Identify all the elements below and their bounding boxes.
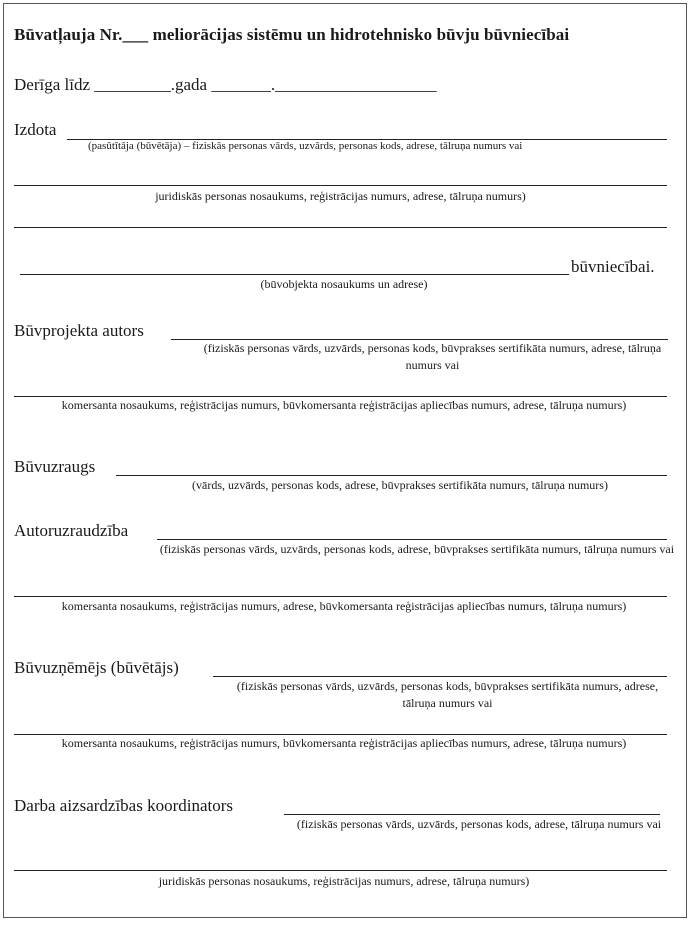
issued-caption-2: juridiskās personas nosaukums, reģistrācijas numurs, adrese, tālruņa numurs): [155, 189, 526, 203]
safety-label: Darba aizsardzības koordinators: [14, 796, 234, 815]
author-supervision-label: Autoruzraudzība: [14, 521, 129, 540]
author-caption-2: komersanta nosaukums, reģistrācijas numurs, būvkomersanta reģistrācijas apliecības numurs, adrese, tālruņa numurs): [61, 398, 627, 412]
issued-caption-1: (pasūtītāja (būvētāja) – fiziskās personas vārds, uzvārds, personas kods, adrese, tālruņa numurs vai: [88, 140, 523, 152]
issued-field-line-3[interactable]: [14, 227, 667, 228]
object-caption: (būvobjekta nosaukums un adrese): [260, 277, 428, 291]
contractor-field-line[interactable]: [213, 676, 667, 677]
safety-field-line[interactable]: [284, 814, 660, 815]
author-label: Būvprojekta autors: [14, 321, 144, 340]
author-supervision-caption-2: komersanta nosaukums, reģistrācijas numurs, adrese, būvkomersanta reģistrācijas apliecības numurs, tālruņa numurs): [61, 599, 627, 613]
safety-caption-1: (fiziskās personas vārds, uzvārds, personas kods, adrese, tālruņa numurs vai: [296, 817, 662, 831]
object-field-line[interactable]: [20, 274, 569, 275]
valid-until-line: Derīga līdz _________.gada _______.___________________: [14, 75, 437, 94]
document-title: Būvatļauja Nr.___ meliorācijas sistēmu un hidrotehnisko būvju būvniecībai: [14, 25, 570, 44]
supervisor-field-line[interactable]: [116, 475, 667, 476]
contractor-caption-2: komersanta nosaukums, reģistrācijas numurs, būvkomersanta reģistrācijas apliecības numurs, adrese, tālruņa numurs): [61, 736, 627, 750]
supervisor-label: Būvuzraugs: [14, 457, 96, 476]
safety-caption-2: juridiskās personas nosaukums, reģistrācijas numurs, adrese, tālruņa numurs): [158, 874, 530, 888]
supervisor-caption: (vārds, uzvārds, personas kods, adrese, būvprakses sertifikāta numurs, tālruņa numurs): [192, 478, 608, 492]
issued-label: Izdota: [14, 120, 57, 139]
contractor-caption-1: (fiziskās personas vārds, uzvārds, personas kods, būvprakses sertifikāta numurs, adrese, tālruņa numurs vai: [236, 679, 659, 710]
author-caption-1: (fiziskās personas vārds, uzvārds, personas kods, būvprakses sertifikāta numurs, adrese, tālruņa numurs vai: [203, 341, 662, 372]
issued-field-line-2[interactable]: [14, 185, 667, 186]
author-supervision-caption-1: (fiziskās personas vārds, uzvārds, personas kods, adrese, būvprakses sertifikāta numurs, tālruņa numurs vai: [159, 542, 675, 556]
author-supervision-field-line[interactable]: [157, 539, 667, 540]
safety-field-line-2[interactable]: [14, 870, 667, 871]
object-suffix: būvniecībai.: [571, 257, 655, 276]
contractor-label: Būvuzņēmējs (būvētājs): [14, 658, 179, 677]
author-supervision-field-line-2[interactable]: [14, 596, 667, 597]
